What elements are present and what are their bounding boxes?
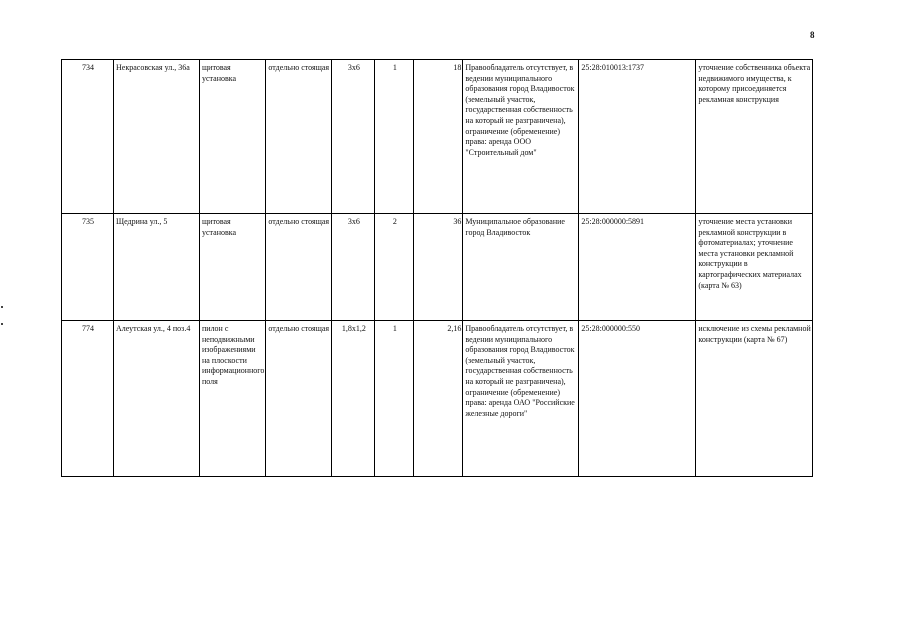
address-cell: Щедрина ул., 5: [114, 214, 200, 321]
cadastral-cell: 25:28:000000:5891: [579, 214, 696, 321]
size-cell: 3х6: [332, 60, 375, 214]
construction-type-cell: щитовая установка: [200, 214, 266, 321]
note-cell: уточнение места установки рекламной конструкции в фотоматериалах; уточнение места установки рекламной конструкции в картографических материалах (карта № 63): [696, 214, 813, 321]
page-number: 8: [810, 30, 815, 40]
size-cell: 3х6: [332, 214, 375, 321]
cadastral-cell: 25:28:010013:1737: [579, 60, 696, 214]
area-cell: 2,16: [414, 321, 463, 477]
construction-type-cell: щитовая установка: [200, 60, 266, 214]
area-cell: 18: [414, 60, 463, 214]
owner-cell: Правообладатель отсутствует, в ведении муниципального образования город Владивосток (земельный участок, государственная собственность на который не разграничена), ограничение (обременение) права: аренда ООО "Строительный дом": [463, 60, 579, 214]
registry-table: [61, 59, 813, 477]
table-row: [62, 214, 813, 321]
address-cell: Алеутская ул., 4 поз.4: [114, 321, 200, 477]
row-number: 735: [62, 214, 114, 321]
placement-cell: отдельно стоящая: [266, 214, 332, 321]
cadastral-cell: 25:28:000000:550: [579, 321, 696, 477]
note-cell: уточнение собственника объекта недвижимого имущества, к которому присоединяется рекламная конструкция: [696, 60, 813, 214]
sides-cell: 1: [375, 321, 414, 477]
construction-type-cell: пилон с неподвижными изображениями на плоскости информационного поля: [200, 321, 266, 477]
table-row: [62, 60, 813, 214]
placement-cell: отдельно стоящая: [266, 321, 332, 477]
address-cell: Некрасовская ул., 36а: [114, 60, 200, 214]
table-row: [62, 321, 813, 477]
size-cell: 1,8х1,2: [332, 321, 375, 477]
sides-cell: 1: [375, 60, 414, 214]
owner-cell: Муниципальное образование город Владивосток: [463, 214, 579, 321]
owner-cell: Правообладатель отсутствует, в ведении муниципального образования город Владивосток (земельный участок, государственная собственность на который не разграничена), ограничение (обременение) права: аренда ОАО "Российские железные дороги": [463, 321, 579, 477]
margin-mark: [1, 323, 3, 325]
sides-cell: 2: [375, 214, 414, 321]
placement-cell: отдельно стоящая: [266, 60, 332, 214]
area-cell: 36: [414, 214, 463, 321]
row-number: 734: [62, 60, 114, 214]
row-number: 774: [62, 321, 114, 477]
margin-mark: [1, 306, 3, 308]
note-cell: исключение из схемы рекламной конструкции (карта № 67): [696, 321, 813, 477]
